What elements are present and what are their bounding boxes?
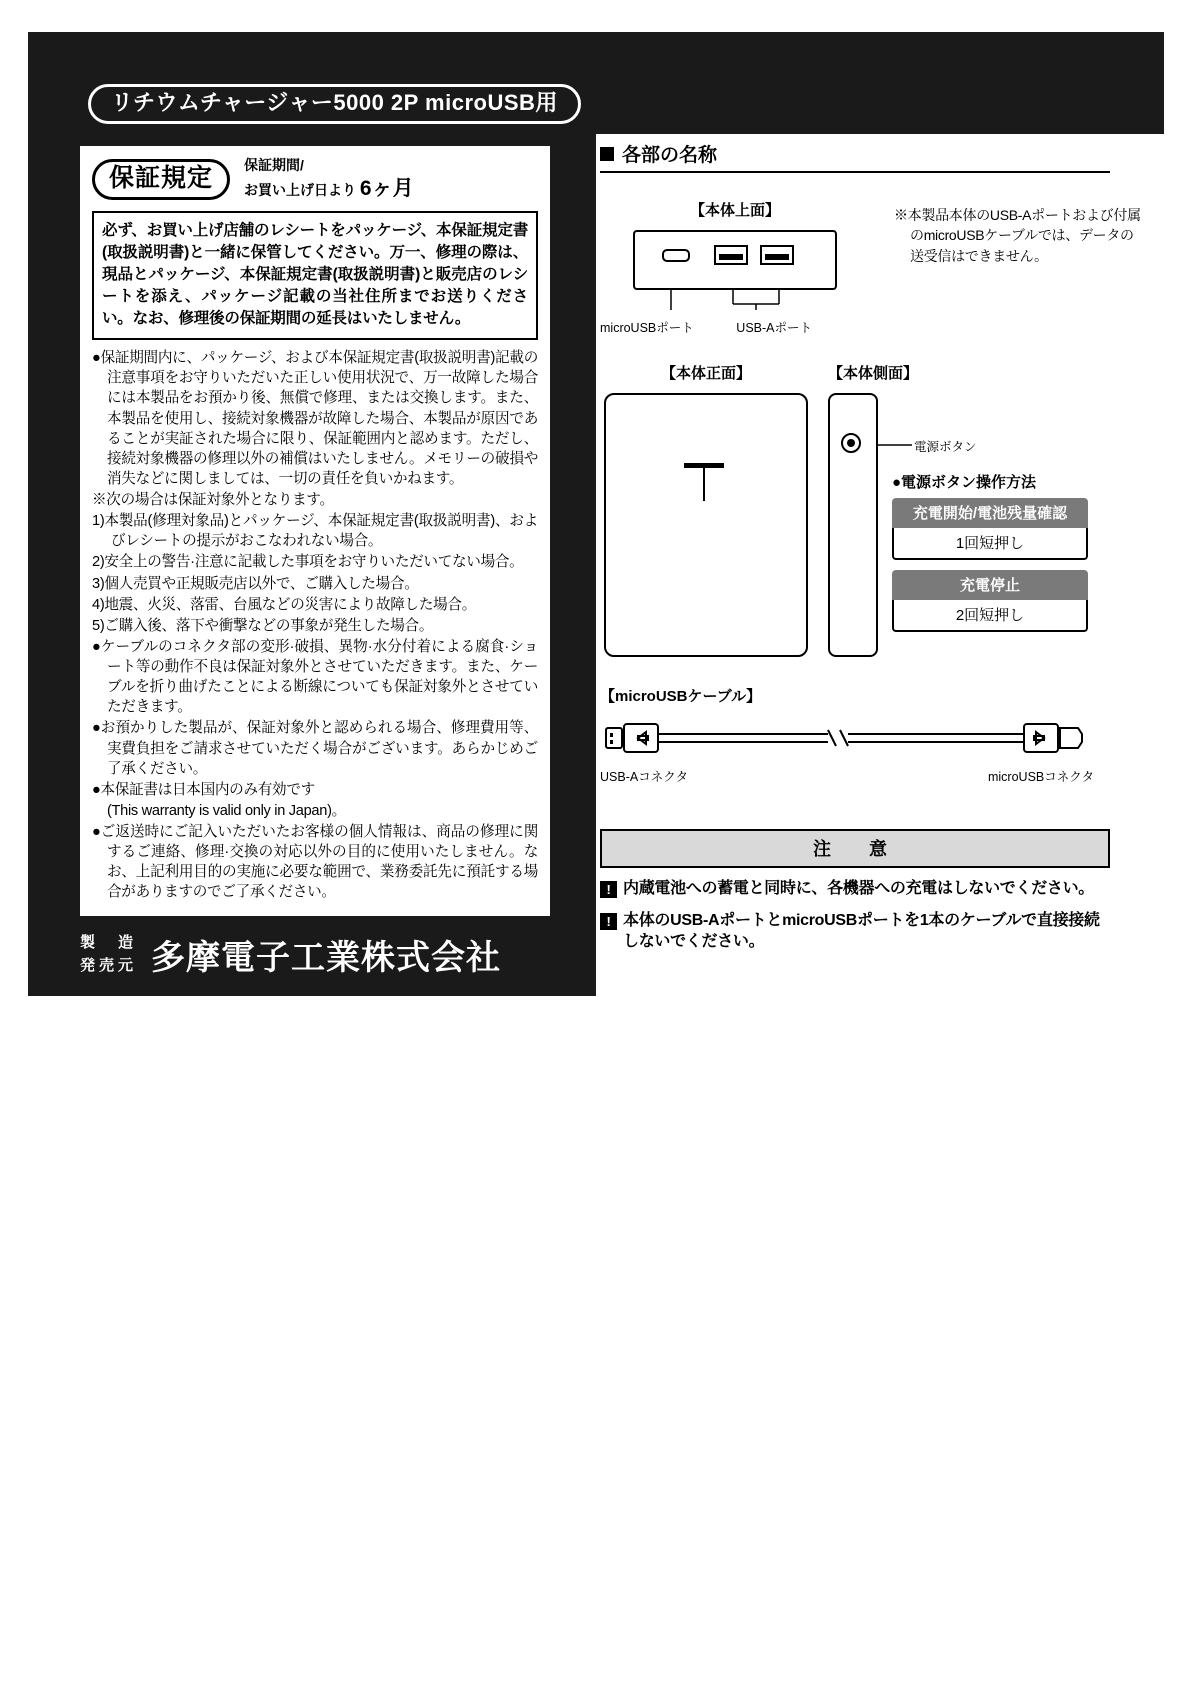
warning-icon: ! <box>600 913 617 930</box>
manufacturer-label-line1: 製 造 <box>80 934 138 951</box>
product-title: リチウムチャージャー5000 2P microUSB用 <box>88 84 581 124</box>
warranty-paragraph: ●お預かりした製品が、保証対象外と認められる場合、修理費用等、実費負担をご請求させていただく場合がございます。あらかじめご了承ください。 <box>92 720 538 777</box>
device-side-illustration <box>828 393 878 657</box>
front-view-drawing <box>600 393 812 657</box>
warning-icon: ! <box>600 881 617 898</box>
warranty-period <box>244 156 414 203</box>
warranty-paragraph: ●本保証書は日本国内のみ有効です <box>92 781 315 798</box>
manufacturer-label-line2: 発売元 <box>80 956 138 974</box>
power-button-label: 電源ボタン <box>914 440 977 454</box>
warranty-paragraph: 1)本製品(修理対象品)とパッケージ、本保証規定書(取扱説明書)、およびレシートの提示がおこなわれない場合。 <box>92 513 538 550</box>
warranty-period-value: 6ヶ月 <box>359 176 414 200</box>
cable-block <box>600 685 1160 785</box>
warranty-paragraph: 2)安全上の警告·注意に記載した事項をお守りいただいてない場合。 <box>92 554 524 571</box>
parts-section <box>600 140 1160 953</box>
warranty-boxed-text: 必ず、お買い上げ店舗のレシートをパッケージ、本保証規定書(取扱説明書)と一緒に保管してください。万一、修理の際は、現品とパッケージ、本保証規定書(取扱説明書)と販売店のレシートを添え、パッケージ記載の当社住所までお送りください。なお、修理後の保証期間の延長はいたしません。 <box>92 211 538 340</box>
top-view-block <box>600 199 870 336</box>
warranty-paragraph: 3)個人売買や正規販売店以外で、ご購入した場合。 <box>92 575 419 592</box>
data-transfer-note-text: ※本製品本体のUSB-Aポートおよび付属のmicroUSBケーブルでは、データの送受信はできません。 <box>894 207 1141 264</box>
power-op-item <box>892 570 1088 632</box>
device-side-svg <box>830 395 872 651</box>
warranty-period-label-2: お買い上げ日より <box>244 181 357 198</box>
warranty-body <box>92 348 538 902</box>
warranty-paragraph: ●ご返送時にご記入いただいたお客様の個人情報は、商品の修理に関するご連絡、修理·交換の対応以外の目的に使用いたしません。なお、上記利用目的の実施に必要な範囲で、業務委託先に預託する場合がありますのでご了承ください。 <box>92 824 538 901</box>
manufacturer-name: 多摩電子工業株式会社 <box>151 939 502 977</box>
usba-connector-label: USB-Aコネクタ <box>600 770 688 784</box>
top-view-row <box>600 199 1160 336</box>
power-ops-title: ●電源ボタン操作方法 <box>892 474 1037 491</box>
warranty-paragraph: ●保証期間内に、パッケージ、および本保証規定書(取扱説明書)記載の注意事項をお守りいただいた正しい使用状況で、万一故障した場合には本製品をお預かり後、無償で修理、または交換します。また、本製品を使用し、接続対象機器が故障した場合、本製品が原因であることが実証された場合に限り、保証範囲内と認めます。ただし、接続対象機器の修理以外の補償はいたしません。メモリーの破損や消失などに関しましては、一切の責任を負いかねます。 <box>92 350 538 487</box>
usba-port-label: USB-Aポート <box>736 321 812 335</box>
device-front-svg <box>606 395 802 651</box>
device-top-illustration <box>633 230 837 290</box>
warranty-paragraph: (This warranty is valid only in Japan)。 <box>107 802 346 819</box>
front-view-block <box>600 362 812 663</box>
microusb-port-label: microUSBポート <box>600 321 694 335</box>
warranty-period-label-1: 保証期間/ <box>244 157 304 173</box>
data-transfer-note <box>894 199 1144 336</box>
power-op-head: 充電開始/電池残量確認 <box>892 498 1088 528</box>
attention-item <box>600 878 1110 900</box>
attention-item-text: 本体のUSB-AポートとmicroUSBポートを1本のケーブルで直接接続しないでください。 <box>623 911 1100 951</box>
side-view-caption: 【本体側面】 <box>828 365 919 382</box>
parts-section-header <box>600 140 1110 173</box>
warranty-paragraph: 5)ご購入後、落下や衝撃などの事象が発生した場合。 <box>92 617 434 634</box>
warranty-period-line-2 <box>244 175 414 203</box>
warranty-header <box>92 156 538 203</box>
device-front-illustration <box>604 393 808 657</box>
attention-item-text: 内蔵電池への蓄電と同時に、各機器への充電はしないでください。 <box>623 880 1095 897</box>
cable-caption: 【microUSBケーブル】 <box>600 688 762 705</box>
warranty-card <box>80 146 550 916</box>
warranty-paragraph: ※次の場合は保証対象外となります。 <box>92 492 334 509</box>
manufacturer-label <box>80 932 137 977</box>
front-side-row <box>600 362 1160 663</box>
power-op-item <box>892 498 1088 560</box>
front-view-caption: 【本体正面】 <box>660 365 751 382</box>
warranty-paragraph: ●ケーブルのコネクタ部の変形·破損、異物·水分付着による腐食·ショート等の動作不良は保証対象外とさせていただきます。また、ケーブルを折り曲げたことによる断線についても保証対象外とさせていただきます。 <box>92 638 538 716</box>
power-op-head: 充電停止 <box>892 570 1088 600</box>
attention-block <box>600 829 1110 953</box>
top-view-drawing <box>600 230 870 290</box>
top-view-caption: 【本体上面】 <box>689 202 780 219</box>
square-bullet-icon <box>600 147 614 161</box>
side-view-block <box>828 362 1088 663</box>
attention-item <box>600 910 1110 953</box>
top-view-labels <box>600 318 870 336</box>
power-operations <box>892 471 1088 632</box>
warranty-paragraph: 4)地震、火災、落雷、台風などの災害により故障した場合。 <box>92 596 477 613</box>
manufacturer-block <box>80 930 550 979</box>
cable-illustration <box>600 712 1110 766</box>
cable-labels <box>600 767 1100 785</box>
attention-title: 注 意 <box>600 829 1110 868</box>
warranty-badge: 保証規定 <box>92 159 230 200</box>
microusb-connector-label: microUSBコネクタ <box>987 770 1094 784</box>
device-top-svg <box>635 232 831 284</box>
power-op-body: 2回短押し <box>892 600 1088 632</box>
parts-section-title: 各部の名称 <box>622 145 718 166</box>
power-op-body: 1回短押し <box>892 528 1088 560</box>
